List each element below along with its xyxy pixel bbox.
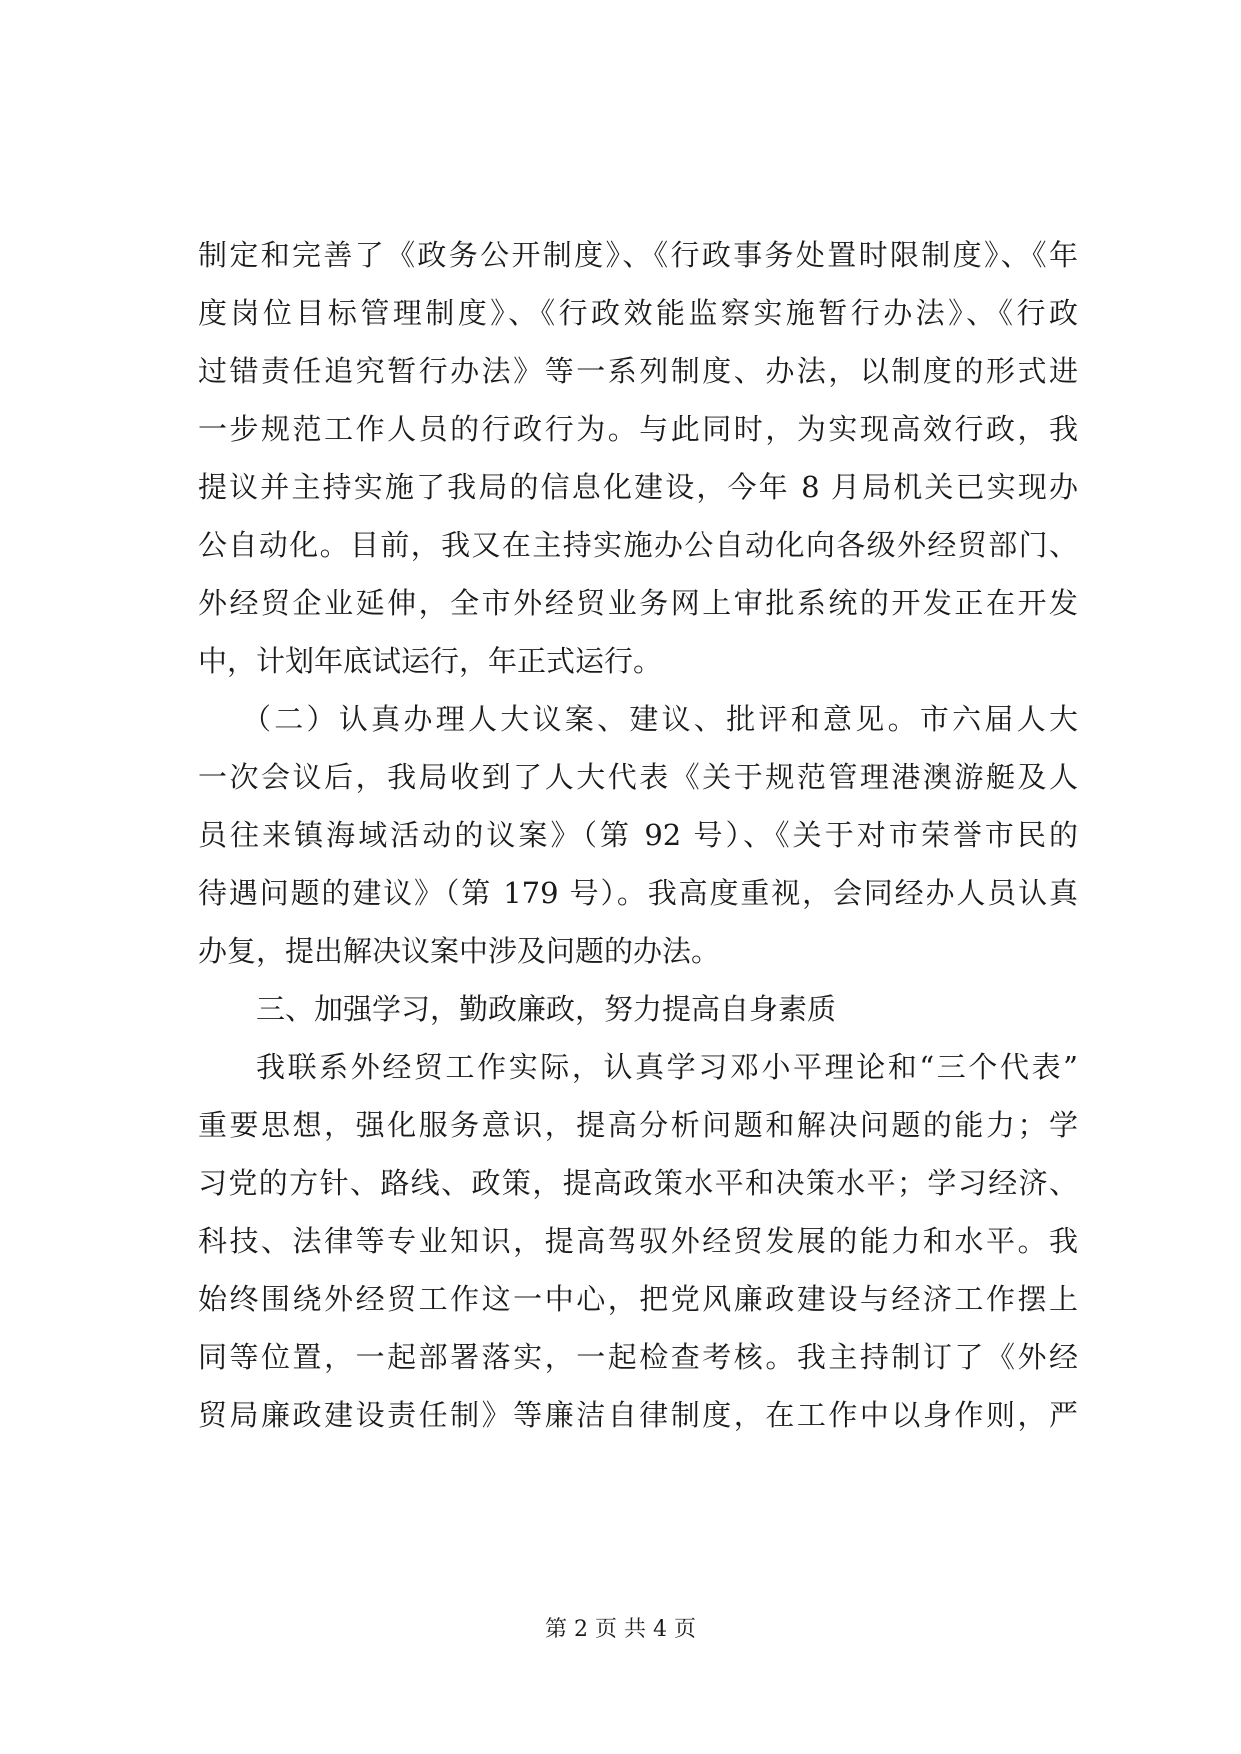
text-line: 同等位置，一起部署落实，一起检查考核。我主持制订了《外经 (198, 1340, 1078, 1374)
text-line: 度岗位目标管理制度》、《行政效能监察实施暂行办法》、《行政 (198, 296, 1078, 330)
page-number-footer: 第 2 页 共 4 页 (545, 1617, 696, 1642)
text-line: 中，计划年底试运行，年正式运行。 (198, 644, 663, 678)
text-line: 过错责任追究暂行办法》等一系列制度、办法，以制度的形式进 (198, 354, 1078, 388)
text-line: 外经贸企业延伸，全市外经贸业务网上审批系统的开发正在开发 (198, 586, 1078, 620)
document-body (198, 226, 1078, 1444)
text-line: 始终围绕外经贸工作这一中心，把党风廉政建设与经济工作摆上 (198, 1282, 1078, 1316)
text-line: 员往来镇海域活动的议案》（第 92 号）、《关于对市荣誉市民的 (198, 818, 1078, 852)
text-line: 制定和完善了《政务公开制度》、《行政事务处置时限制度》、《年 (198, 238, 1078, 272)
text-line: 一次会议后，我局收到了人大代表《关于规范管理港澳游艇及人 (198, 760, 1078, 794)
text-line: 办复，提出解决议案中涉及问题的办法。 (198, 934, 721, 968)
text-line: 公自动化。目前，我又在主持实施办公自动化向各级外经贸部门、 (198, 528, 1078, 562)
text-line: 重要思想，强化服务意识，提高分析问题和解决问题的能力；学 (198, 1108, 1078, 1142)
text-line: 贸局廉政建设责任制》等廉洁自律制度，在工作中以身作则，严 (198, 1398, 1078, 1432)
text-line: 我联系外经贸工作实际，认真学习邓小平理论和“三个代表” (256, 1050, 1078, 1084)
text-line: 提议并主持实施了我局的信息化建设，今年 8 月局机关已实现办 (198, 470, 1078, 504)
section-heading: 三、加强学习，勤政廉政，努力提高自身素质 (256, 992, 837, 1026)
subsection-heading-line: （二）认真办理人大议案、建议、批评和意见。市六届人大 (242, 702, 1078, 736)
text-line: 习党的方针、路线、政策，提高政策水平和决策水平；学习经济、 (198, 1166, 1078, 1200)
text-line: 待遇问题的建议》（第 179 号）。我高度重视，会同经办人员认真 (198, 876, 1078, 910)
text-line: 一步规范工作人员的行政行为。与此同时，为实现高效行政，我 (198, 412, 1078, 446)
text-line: 科技、法律等专业知识，提高驾驭外经贸发展的能力和水平。我 (198, 1224, 1078, 1258)
